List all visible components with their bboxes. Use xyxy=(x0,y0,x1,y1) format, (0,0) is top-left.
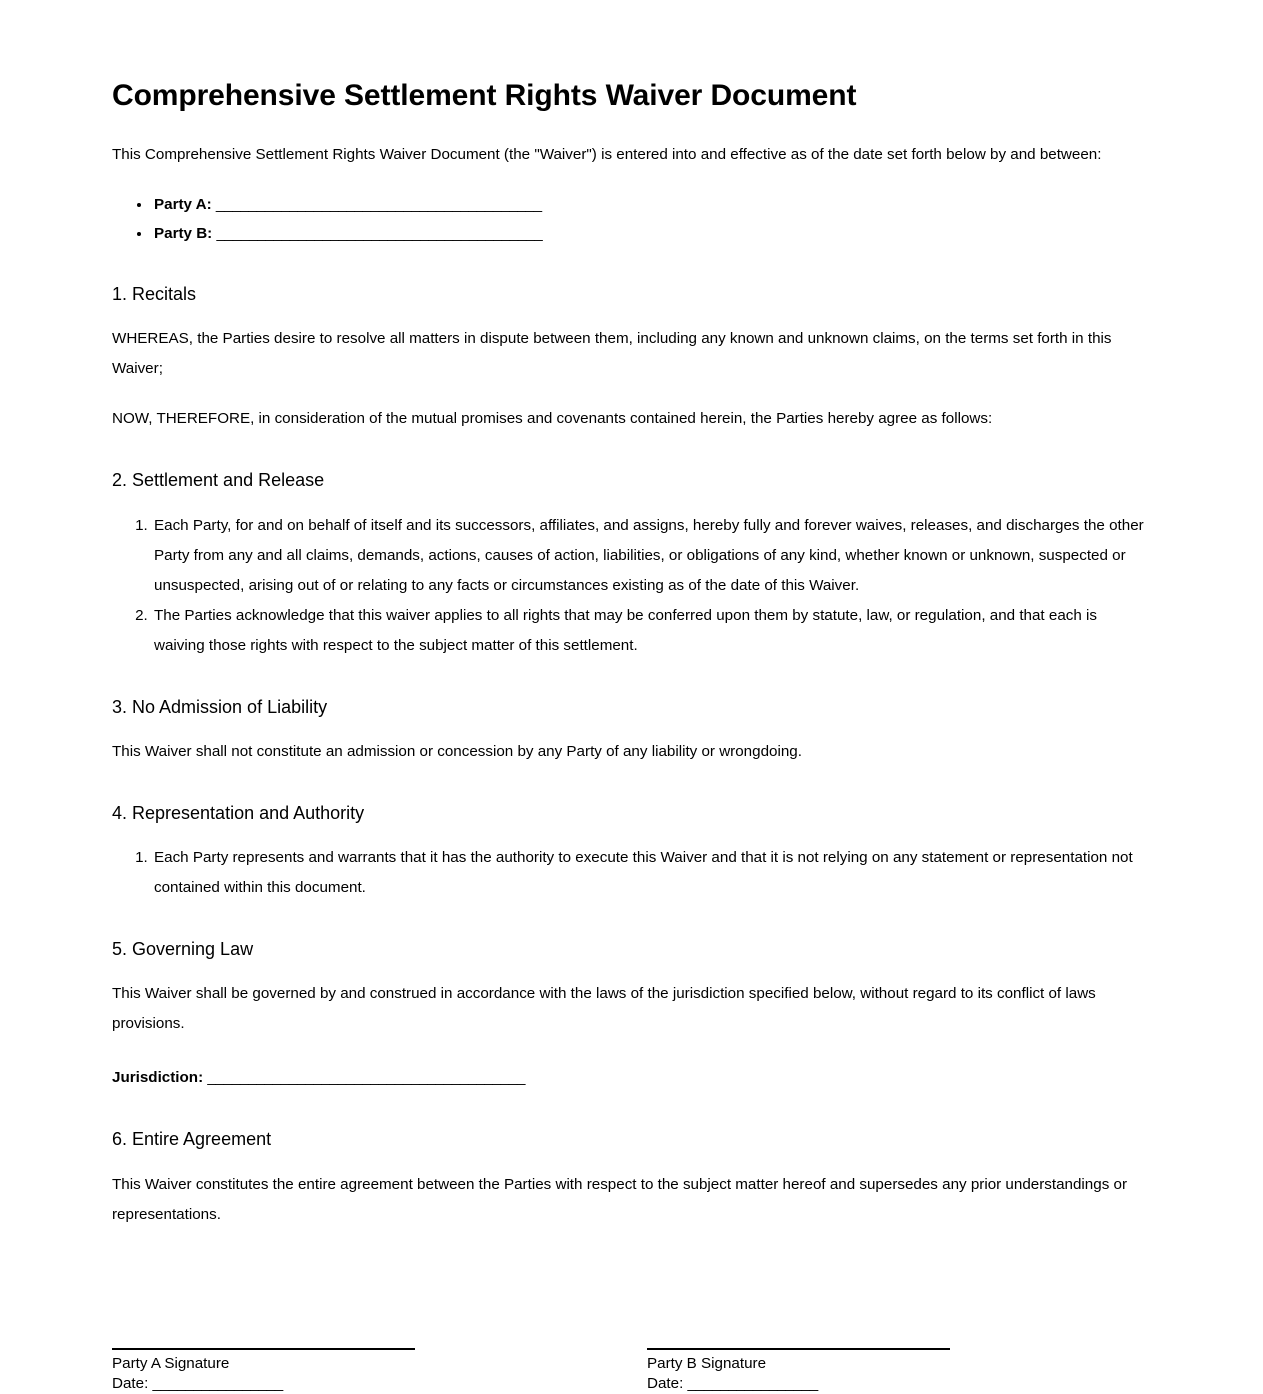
party-b-date-label: Date: xyxy=(647,1374,684,1392)
party-a-date-label: Date: xyxy=(112,1374,149,1392)
list-item: 1. Each Party represents and warrants that it has the authority to execute this Waiver and that it is not relying on any statement or representation not contained within this document. xyxy=(152,843,1150,903)
recitals-paragraph-now-therefore: NOW, THEREFORE, in consideration of the mutual promises and covenants contained herein, the Parties hereby agree as follows: xyxy=(112,410,993,428)
governing-law-paragraph: This Waiver shall be governed by and construed in accordance with the laws of the jurisdiction specified below, without regard to its conflict of laws provisions. xyxy=(112,985,1096,1033)
signature-column-party-b xyxy=(647,1348,950,1394)
section-heading-representation-and-authority: 4. Representation and Authority xyxy=(112,802,365,823)
entire-agreement-paragraph: This Waiver constitutes the entire agreement between the Parties with respect to the subject matter hereof and supersedes any prior understandings or representations. xyxy=(112,1175,1128,1223)
party-b-blank[interactable]: ________________________________________ xyxy=(216,225,543,242)
jurisdiction-field-row xyxy=(112,1063,1150,1093)
party-a-signature-line[interactable] xyxy=(112,1348,415,1350)
page-title: Comprehensive Settlement Rights Waiver Document xyxy=(112,79,857,112)
party-b-date-row xyxy=(647,1374,950,1394)
jurisdiction-label: Jurisdiction: xyxy=(112,1069,204,1087)
section-heading-settlement-and-release: 2. Settlement and Release xyxy=(112,470,325,491)
party-b-date-blank[interactable]: ________________ xyxy=(687,1374,818,1392)
jurisdiction-blank[interactable]: _______________________________________ xyxy=(207,1069,526,1087)
party-b-signature-label: Party B Signature xyxy=(647,1354,767,1372)
signature-column-party-a xyxy=(112,1348,415,1394)
party-b-label: Party B: xyxy=(154,225,213,242)
list-item-party-a xyxy=(152,190,1150,219)
party-a-date-blank[interactable]: ________________ xyxy=(152,1374,283,1392)
settlement-clause-list xyxy=(112,511,1150,661)
section-heading-governing-law: 5. Governing Law xyxy=(112,939,254,960)
list-item: 2. The Parties acknowledge that this waiver applies to all rights that may be conferred upon them by statute, law, or regulation, and that each is waiving those rights with respect to the subject matter of this settlement. xyxy=(152,601,1150,661)
section-heading-no-admission-of-liability: 3. No Admission of Liability xyxy=(112,696,328,717)
no-admission-paragraph: This Waiver shall not constitute an admission or concession by any Party of any liability or wrongdoing. xyxy=(112,742,802,760)
party-a-signature-label: Party A Signature xyxy=(112,1354,230,1372)
section-heading-recitals: 1. Recitals xyxy=(112,284,197,304)
party-list xyxy=(112,190,1150,248)
intro-paragraph: This Comprehensive Settlement Rights Waiver Document (the "Waiver") is entered into and effective as of the date set forth below by and between: xyxy=(112,146,1102,163)
list-item-party-b xyxy=(152,219,1150,248)
party-b-signature-line[interactable] xyxy=(647,1348,950,1350)
list-item: 1. Each Party, for and on behalf of itself and its successors, affiliates, and assigns, hereby fully and forever waives, releases, and discharges the other Party from any and all claims, demands, actions, causes of action, liabilities, or obligations of any kind, whether known or unknown, suspected or unsuspected, arising out of or relating to any facts or circumstances existing as of the date of this Waiver. xyxy=(152,511,1150,601)
party-a-blank[interactable]: ________________________________________ xyxy=(215,196,542,213)
party-a-date-row xyxy=(112,1374,415,1394)
recitals-paragraph-whereas: WHEREAS, the Parties desire to resolve all matters in dispute between them, including any known and unknown claims, on the terms set forth in this Waiver; xyxy=(112,330,1112,378)
party-a-label: Party A: xyxy=(154,196,212,213)
signature-block xyxy=(112,1348,1150,1394)
representation-clause-list xyxy=(112,843,1150,903)
section-heading-entire-agreement: 6. Entire Agreement xyxy=(112,1129,272,1150)
